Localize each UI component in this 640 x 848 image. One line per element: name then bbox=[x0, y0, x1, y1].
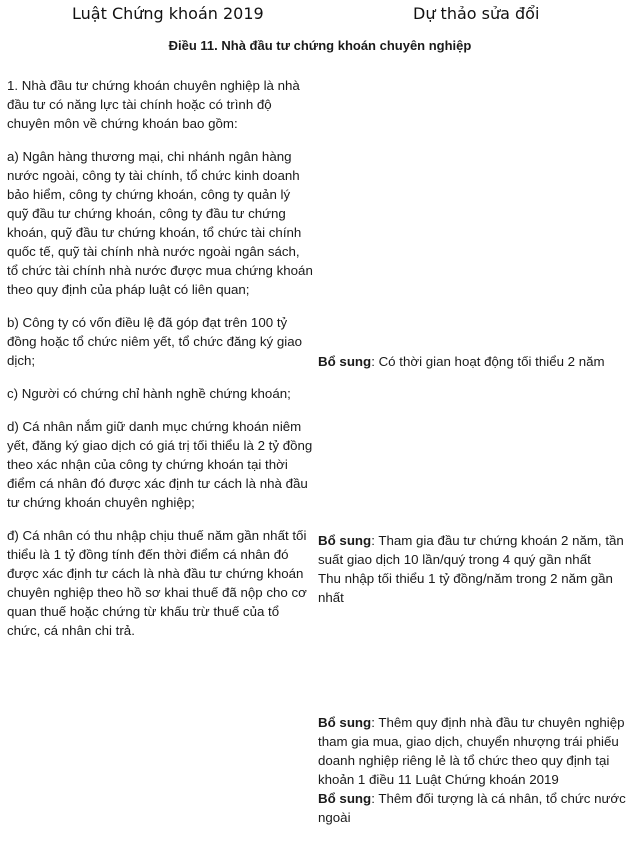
amendment-label: Bổ sung bbox=[318, 791, 372, 806]
clause-intro: 1. Nhà đầu tư chứng khoán chuyên nghiệp là nhà đầu tư có năng lực tài chính hoặc có trình độ chuyên môn về chứng khoán bao gồm: bbox=[7, 78, 300, 131]
amendment-note-d bbox=[318, 531, 636, 607]
amendment-label: Bổ sung bbox=[318, 715, 372, 730]
right-column-header: Dự thảo sửa đổi bbox=[413, 4, 540, 23]
amendment-text: : Thêm đối tượng là cá nhân, tổ chức nước ngoài bbox=[318, 791, 626, 825]
clause-d: d) Cá nhân nắm giữ danh mục chứng khoán niêm yết, đăng ký giao dịch có giá trị tối thiểu là 2 tỷ đồng theo xác nhận của công ty chứng khoán tại thời điểm cá nhân đó được xác định tư cách là nhà đầu tư chứng khoán chuyên nghiệp; bbox=[7, 419, 313, 510]
amendment-text-extra: Thu nhập tối thiểu 1 tỷ đồng/năm trong 2 năm gần nhất bbox=[318, 571, 613, 605]
left-column-header: Luật Chứng khoán 2019 bbox=[72, 4, 264, 23]
clause-c: c) Người có chứng chỉ hành nghề chứng khoán; bbox=[7, 386, 291, 401]
amendment-text: : Có thời gian hoạt động tối thiểu 2 năm bbox=[371, 354, 605, 369]
amendment-text: : Tham gia đầu tư chứng khoán 2 năm, tần suất giao dịch 10 lần/quý trong 4 quý gần nhất bbox=[318, 533, 624, 567]
amendment-note-extra bbox=[318, 713, 636, 827]
amendment-text: : Thêm quy định nhà đầu tư chuyên nghiệp tham gia mua, giao dịch, chuyển nhượng trái phiếu doanh nghiệp riêng lẻ là tổ chức theo quy định tại khoản 1 điều 11 Luật Chứng khoán 2019 bbox=[318, 715, 625, 787]
article-title: Điều 11. Nhà đầu tư chứng khoán chuyên nghiệp bbox=[168, 38, 472, 53]
amendment-label: Bổ sung bbox=[318, 354, 372, 369]
amendment-note-b bbox=[318, 352, 636, 371]
amendment-label: Bổ sung bbox=[318, 533, 372, 548]
clause-b: b) Công ty có vốn điều lệ đã góp đạt trên 100 tỷ đồng hoặc tổ chức niêm yết, tổ chức đăng ký giao dịch; bbox=[7, 315, 302, 368]
clause-a: a) Ngân hàng thương mại, chi nhánh ngân hàng nước ngoài, công ty tài chính, tổ chức kinh doanh bảo hiểm, công ty chứng khoán, công ty quản lý quỹ đầu tư chứng khoán, công ty đầu tư chứng khoán, quỹ đầu tư chứng khoán, tổ chức tài chính quốc tế, quỹ tài chính nhà nước ngoài ngân sách, tổ chức tài chính nhà nước được mua chứng khoán theo quy định của pháp luật có liên quan; bbox=[7, 149, 313, 297]
clause-dd: đ) Cá nhân có thu nhập chịu thuế năm gần nhất tối thiểu là 1 tỷ đồng tính đến thời điểm cá nhân đó được xác định tư cách là nhà đầu tư chứng khoán chuyên nghiệp theo hồ sơ khai thuế đã nộp cho cơ quan thuế hoặc chứng từ khấu trừ thuế của tổ chức, cá nhân chi trả. bbox=[7, 528, 307, 638]
law-text-column bbox=[7, 76, 313, 654]
